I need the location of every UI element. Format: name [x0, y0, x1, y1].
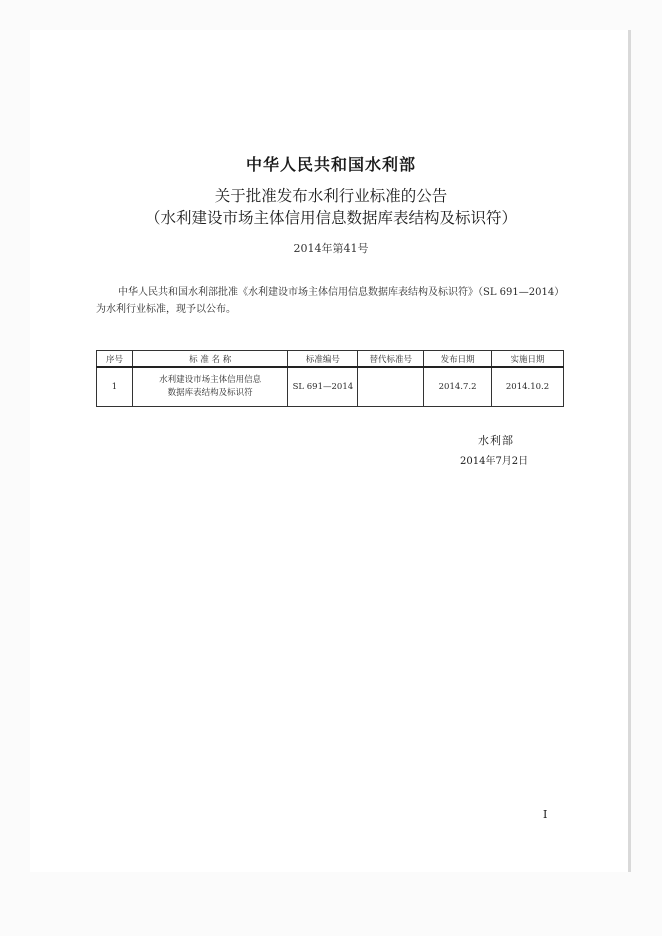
cell-publish-date: 2014.7.2 [424, 367, 492, 407]
cell-standard-name [132, 367, 288, 407]
table-header-row [97, 351, 564, 368]
cell-seq: 1 [97, 367, 133, 407]
cell-replaced-code [358, 367, 424, 407]
header-standard-code: 标准编号 [288, 351, 358, 368]
header-standard-name: 标 准 名 称 [132, 351, 288, 368]
table-row [97, 367, 564, 407]
standard-name-line1: 水利建设市场主体信用信息 [159, 375, 262, 385]
cell-standard-code: SL 691—2014 [288, 367, 358, 407]
header-seq: 序号 [97, 351, 133, 368]
issuer-heading: 中华人民共和国水利部 [245, 155, 416, 174]
header-effective-date: 实施日期 [492, 351, 564, 368]
signing-agency: 水利部 [478, 434, 514, 447]
announcement-title: 关于批准发布水利行业标准的公告 [214, 187, 448, 205]
document-number: 2014年第41号 [293, 242, 369, 255]
header-publish-date: 发布日期 [424, 351, 492, 368]
header-replaced-code: 替代标准号 [358, 351, 424, 368]
page-number: I [543, 808, 548, 821]
announcement-subtitle: （水利建设市场主体信用信息数据库表结构及标识符） [144, 209, 517, 227]
signing-date: 2014年7月2日 [460, 456, 529, 467]
standard-name-line2: 数据库表结构及标识符 [167, 388, 253, 398]
standards-table [96, 350, 564, 407]
announcement-body: 中华人民共和国水利部批准《水利建设市场主体信用信息数据库表结构及标识符》（SL 691—2014）为水利行业标准，现予以公布。 [96, 287, 565, 315]
cell-effective-date: 2014.10.2 [492, 367, 564, 407]
